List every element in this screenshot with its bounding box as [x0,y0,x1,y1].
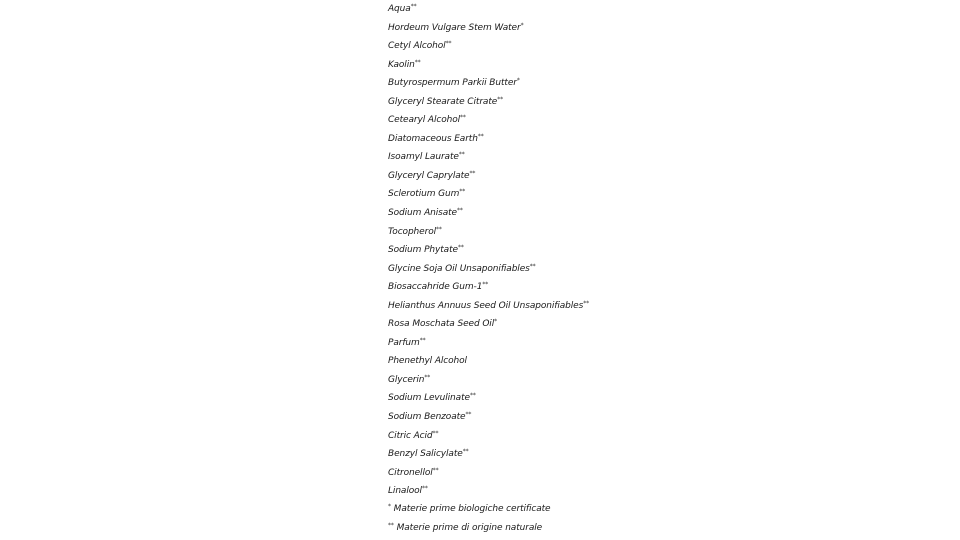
ingredient-item [388,148,589,167]
ingredient-origin-mark: ** [469,392,476,400]
ingredient-name: Benzyl Salicylate [388,449,463,460]
ingredient-name: Sclerotium Gum [388,189,460,200]
ingredient-item [388,93,589,112]
ingredient-item [388,185,589,204]
ingredient-name: Sodium Benzoate [388,412,466,423]
ingredient-item [388,482,589,501]
ingredient-item [388,130,589,149]
ingredient-name: Isoamyl Laurate [388,152,459,163]
ingredient-item [388,445,589,464]
ingredient-origin-mark: ** [583,299,589,307]
ingredient-item [388,0,589,19]
ingredient-origin-mark: ** [436,225,442,233]
ingredient-origin-mark: ** [432,466,439,474]
ingredient-name: Sodium Phytate [388,245,458,256]
ingredient-name: Parfum [388,337,420,348]
legend-text: Materie prime biologiche certificate [390,504,551,514]
ingredient-origin-mark: ** [410,3,417,10]
legend-mark: ** [388,521,394,529]
legend-line [388,519,551,538]
legend-line [388,500,551,519]
ingredient-name: Glycine Soja Oil Unsaponifiables [388,263,530,274]
ingredient-name: Tocopherol [388,226,437,237]
ingredient-item [388,241,589,260]
ingredient-item [388,371,589,390]
ingredient-item [388,464,589,483]
ingredient-origin-mark: ** [457,207,463,215]
ingredient-item [388,389,589,408]
ingredient-origin-mark: ** [414,58,421,66]
ingredient-item [388,167,589,186]
ingredient-item [388,427,589,446]
ingredient-name: Hordeum Vulgare Stem Water [388,22,521,33]
ingredient-name: Citronellol [388,467,433,478]
ingredient-item [388,334,589,353]
ingredient-name: Glycerin [388,374,425,385]
ingredient-name: Citric Acid [388,430,433,441]
ingredient-origin-mark: ** [477,132,484,140]
ingredient-origin-mark: ** [458,151,465,159]
ingredient-origin-mark: ** [469,169,476,177]
ingredient-item [388,19,589,38]
legend [388,500,551,537]
ingredient-item [388,352,589,371]
ingredient-origin-mark: ** [497,95,504,103]
ingredient-item [388,223,589,242]
ingredient-origin-mark: ** [432,429,439,437]
legend-text: Materie prime di origine naturale [393,522,543,533]
ingredient-name: Rosa Moschata Seed Oil [388,319,495,330]
ingredient-origin-mark: ** [457,244,464,252]
ingredient-name: Sodium Anisate [388,208,457,219]
ingredient-name: Kaolin [388,59,415,70]
ingredient-name: Biosaccahride Gum-1 [388,282,483,293]
ingredient-item [388,297,589,316]
ingredient-name: Diatomaceous Earth [388,133,478,144]
legend-mark: * [388,503,391,510]
ingredient-name: Phenethyl Alcohol [388,356,467,367]
ingredient-name: Linalool [388,486,422,497]
ingredient-item [388,315,589,334]
ingredient-origin-mark: ** [421,485,428,493]
ingredient-origin-mark: ** [482,281,489,289]
ingredient-item [388,204,589,223]
ingredient-item [388,74,589,93]
ingredient-name: Glyceryl Stearate Citrate [388,96,498,107]
ingredient-item [388,408,589,427]
ingredient-origin-mark: ** [465,411,472,419]
ingredient-name: Sodium Levulinate [388,393,470,404]
ingredient-origin-mark: ** [459,188,466,196]
ingredient-origin-mark: ** [460,114,466,122]
ingredient-item [388,37,589,56]
ingredient-name: Helianthus Annuus Seed Oil Unsaponifiables [388,300,584,311]
ingredient-origin-mark: ** [462,448,469,456]
ingredient-origin-mark: ** [419,336,426,344]
ingredient-origin-mark: ** [529,262,536,270]
ingredient-origin-mark: ** [424,373,431,381]
ingredient-item [388,278,589,297]
ingredient-item [388,111,589,130]
ingredient-name: Butyrospermum Parkii Butter [388,78,517,89]
ingredient-origin-mark: * [494,318,498,326]
ingredient-name: Aqua [388,4,411,14]
ingredient-list [388,0,589,501]
ingredient-origin-mark: * [520,21,524,29]
ingredient-name: Cetyl Alcohol [388,41,446,52]
ingredient-origin-mark: * [516,77,520,85]
ingredient-origin-mark: ** [445,40,452,48]
ingredient-name: Cetearyl Alcohol [388,115,461,126]
ingredient-name: Glyceryl Caprylate [388,170,470,181]
ingredient-item [388,260,589,279]
ingredient-item [388,56,589,75]
